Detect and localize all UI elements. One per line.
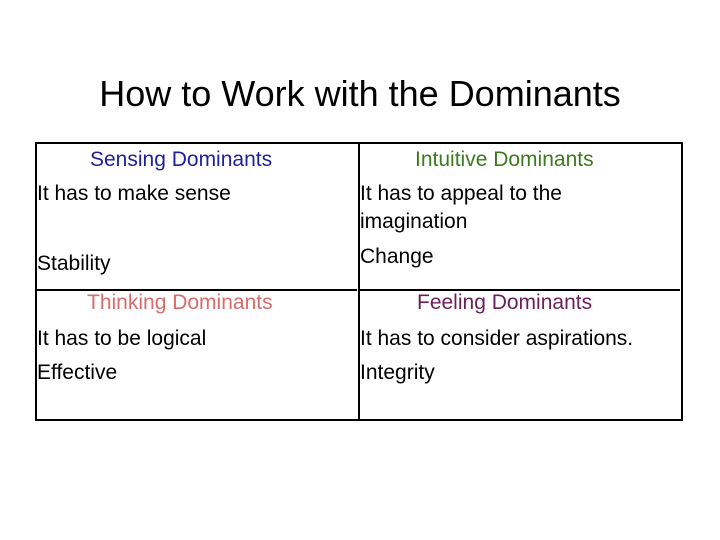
quadrant-sensing xyxy=(37,144,357,291)
thinking-line-1: It has to be logical xyxy=(37,327,207,350)
slide-title: How to Work with the Dominants xyxy=(99,73,621,114)
intuitive-line-3: Change xyxy=(360,245,434,268)
quadrant-feeling xyxy=(360,289,680,419)
sensing-line-1: It has to make sense xyxy=(37,182,231,205)
quadrant-intuitive xyxy=(360,144,680,291)
intuitive-line-2: imagination xyxy=(360,210,468,233)
feeling-line-1: It has to consider aspirations. xyxy=(360,327,634,350)
thinking-line-2: Effective xyxy=(37,361,118,384)
dominants-grid xyxy=(35,142,683,421)
feeling-line-2: Integrity xyxy=(360,361,435,384)
sensing-line-2: Stability xyxy=(37,252,111,275)
quadrant-thinking xyxy=(37,289,357,419)
feeling-heading: Feeling Dominants xyxy=(417,291,593,314)
intuitive-heading: Intuitive Dominants xyxy=(415,148,594,171)
sensing-heading: Sensing Dominants xyxy=(90,148,273,171)
thinking-heading: Thinking Dominants xyxy=(87,291,273,314)
intuitive-line-1: It has to appeal to the xyxy=(360,182,562,205)
